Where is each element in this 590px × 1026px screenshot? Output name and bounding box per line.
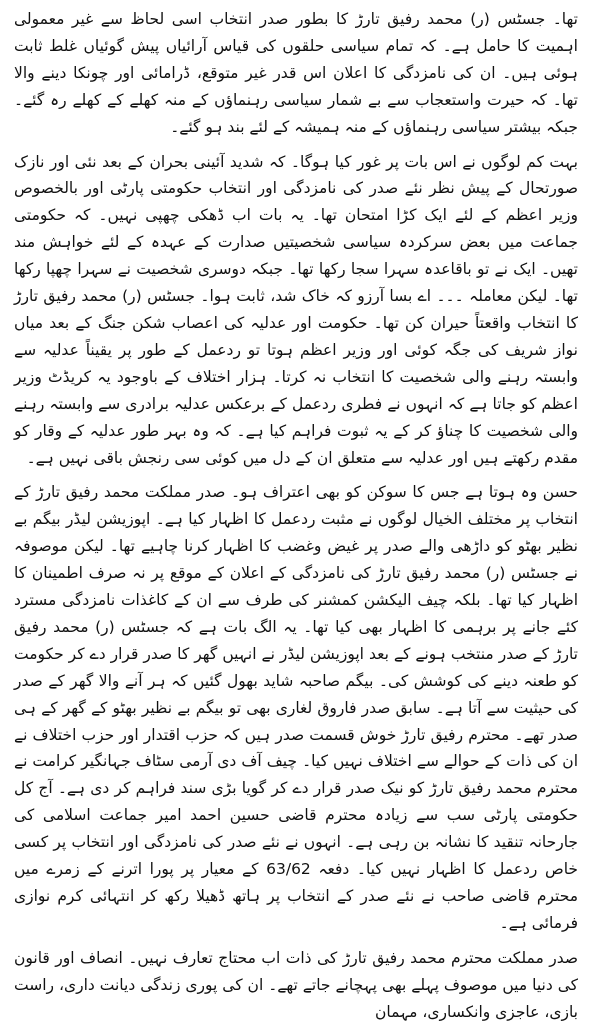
paragraph-2: بہت کم لوگوں نے اس بات پر غور کیا ہوگا۔ کہ شدید آئینی بحران کے بعد نئی اور نازک صورتحال کے پیش نظر نئے صدر کی نامزدگی اور انتخاب حکومتی پارٹی اور بالخصوص وزیر اعظم کے لئے ایک کڑا امتحان تھا۔ یہ بات اب ڈھکی چھپی نہیں۔ کہ حکومتی جماعت میں بعض سرکردہ سیاسی شخصیتیں صدارت کے عہدہ کے لئے خواہش مند تھیں۔ ایک نے تو باقاعدہ سہرا سجا رکھا تھا۔ جبکہ دوسری شخصیت نے سہرا چھپا رکھا تھا۔ لیکن معاملہ ۔۔۔ اے بسا آرزو کہ خاک شد، ثابت ہوا۔ جسٹس (ر) محمد رفیق تارڑ کا انتخاب واقعتاً حیران کن تھا۔ حکومت اور عدلیہ کی اعصاب شکن جنگ کے بعد میاں نواز شریف کی جگہ کوئی اور وزیر اعظم ہوتا تو ردعمل کے طور پر یقیناً عدلیہ سے وابستہ رہنے والی شخصیت کا انتخاب نہ کرتا۔ ہزار اختلاف کے باوجود یہ کریڈٹ وزیر اعظم کو جاتا ہے کہ انہوں نے فطری ردعمل کے برعکس عدلیہ برادری سے وابستہ رہنے والی شخصیت کا چناؤ کر کے یہ ثبوت فراہم کیا ہے۔ کہ وہ بہر طور عدلیہ کے وقار کو مقدم رکھتے ہیں اور عدلیہ سے متعلق ان کے دل میں کوئی سی رنجش باقی نہیں ہے۔ — [14, 152, 578, 467]
paragraph-1: تھا۔ جسٹس (ر) محمد رفیق تارڑ کا بطور صدر انتخاب اسی لحاظ سے غیر معمولی اہمیت کا حامل ہے۔ کہ تمام سیاسی حلقوں کی قیاس آرائیاں پیش گوئیاں غلط ثابت ہوئی ہیں۔ ان کی نامزدگی کا اعلان اس قدر غیر متوقع، ڈرامائی اور چونکا دینے والا تھا۔ کہ حیرت واستعجاب سے بے شمار سیاسی رہنماؤں کے منہ کھلے کے کھلے رہ گئے۔ جبکہ بیشتر سیاسی رہنماؤں کے منہ ہمیشہ کے لئے بند ہو گئے۔ — [14, 10, 578, 136]
paragraph-3: حسن وہ ہوتا ہے جس کا سوکن کو بھی اعتراف ہو۔ صدر مملکت محمد رفیق تارڑ کے انتخاب پر مختلف الخیال لوگوں نے مثبت ردعمل کا اظہار کیا ہے۔ اپوزیشن لیڈر بیگم بے نظیر بھٹو کو داڑھی والے صدر پر غیض وغضب کا اظہار کرنا چاہیے تھا۔ لیکن موصوفہ نے جسٹس (ر) محمد رفیق تارڑ کی نامزدگی کے اعلان کے موقع پر نہ صرف اطمینان کا اظہار کیا تھا۔ بلکہ چیف الیکشن کمشنر کی طرف سے ان کے کاغذات نامزدگی مسترد کئے جانے پر برہمی کا اظہار بھی کیا تھا۔ یہ الگ بات ہے کہ جسٹس (ر) محمد رفیق تارڑ کے صدر منتخب ہونے کے بعد اپوزیشن لیڈر نے انہیں گھر کا صدر قرار دے کر حکومت کو طعنہ دینے کی کوشش کی۔ بیگم صاحبہ شاید بھول گئیں کہ ہر آنے والا گھر کے صدر کی حیثیت سے آتا ہے۔ سابق صدر فاروق لغاری بھی تو بیگم بے نظیر بھٹو کے گھر کے ہی صدر تھے۔ محترم رفیق تارڑ خوش قسمت صدر ہیں کہ حزب اقتدار اور حزب اختلاف نے ان کی ذات کے حوالے سے اختلاف نہیں کیا۔ چیف آف دی آرمی سٹاف جہانگیر کرامت نے محترم محمد رفیق تارڑ کو نیک صدر قرار دے کر گویا بڑی سند فراہم کر دی ہے۔ آج کل حکومتی پارٹی سب سے زیادہ محترم قاضی حسین احمد امیر جماعت اسلامی کی جارحانہ تنقید کا نشانہ بن رہی ہے۔ انہوں نے نئے صدر کی نامزدگی اور انتخاب پر کسی خاص ردعمل کا اظہار نہیں کیا۔ دفعہ 63/62 کے معیار پر پورا اترنے کے زمرے میں محترم قاضی صاحب نے نئے صدر کے انتخاب پر ہاتھ ڈھیلا رکھ کر انتہائی کرم نوازی فرمائی ہے۔ — [14, 483, 578, 932]
paragraph-4: صدر مملکت محترم محمد رفیق تارڑ کی ذات اب محتاج تعارف نہیں۔ انصاف اور قانون کی دنیا میں موصوف پہلے بھی پہچانے جاتے تھے۔ ان کی پوری زندگی دیانت داری، راست بازی، عاجزی وانکساری، مہمان — [14, 948, 578, 1021]
